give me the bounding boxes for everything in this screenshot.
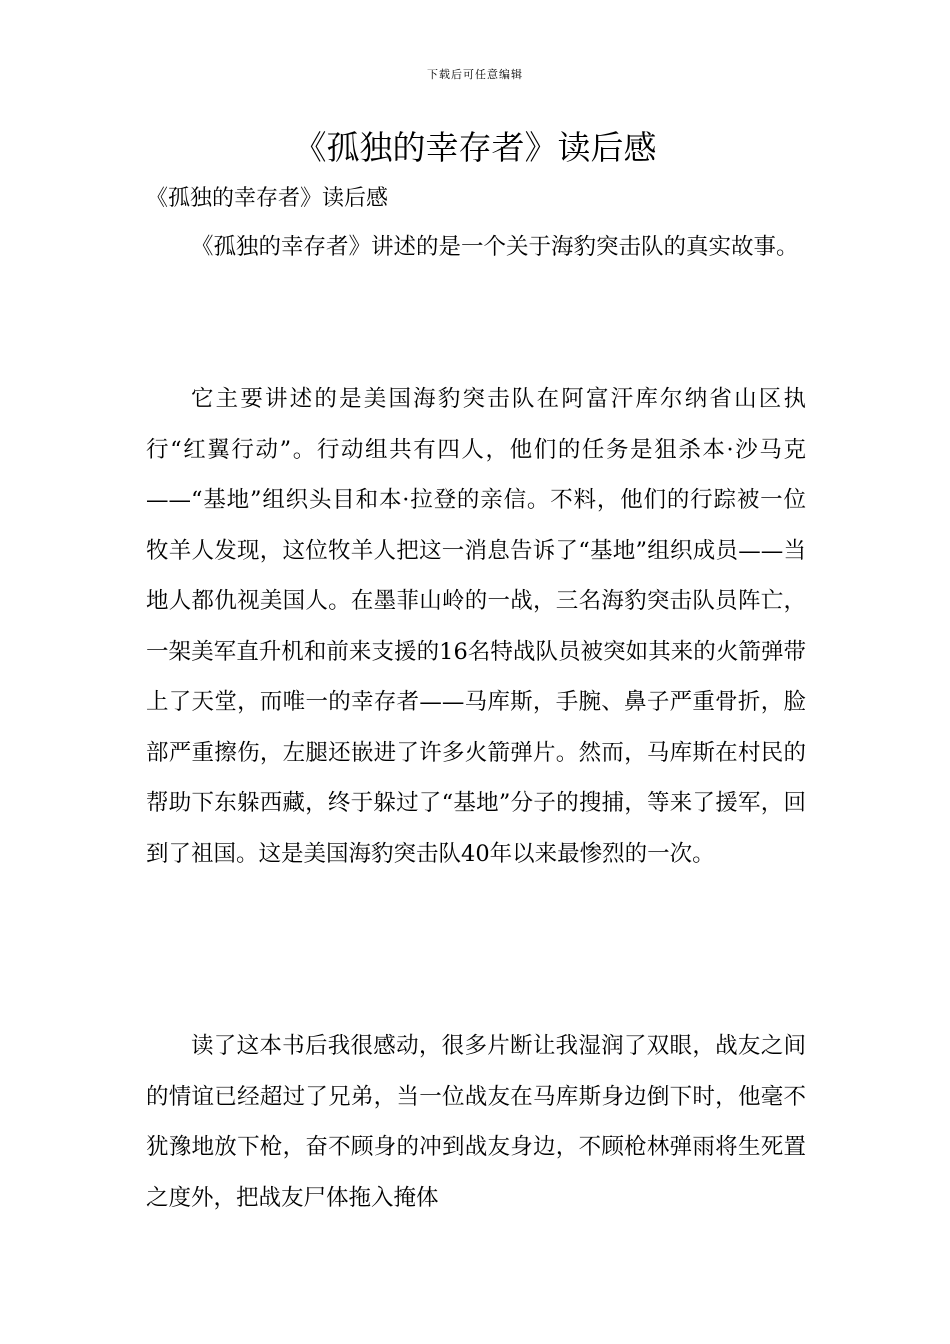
header-note: 下载后可任意编辑	[427, 68, 523, 81]
paragraph-intro: 《孤独的幸存者》讲述的是一个关于海豹突击队的真实故事。	[191, 234, 799, 260]
paragraph-reflection: 读了这本书后我很感动，很多片断让我湿润了双眼，战友之间的情谊已经超过了兄弟，当一位战友在马库斯身边倒下时，他毫不犹豫地放下枪，奋不顾身的冲到战友身边，不顾枪林弹雨将生死置之度外，把战友尸体拖入掩体	[146, 1033, 806, 1211]
document-subtitle: 《孤独的幸存者》读后感	[146, 186, 389, 211]
paragraph-summary: 它主要讲述的是美国海豹突击队在阿富汗库尔纳省山区执行“红翼行动”。行动组共有四人，他们的任务是狙杀本·沙马克——“基地”组织头目和本·拉登的亲信。不料，他们的行踪被一位牧羊人发现，这位牧羊人把这一消息告诉了“基地”组织成员——当地人都仇视美国人。在墨菲山岭的一战，三名海豹突击队员阵亡，一架美军直升机和前来支援的16名特战队员被突如其来的火箭弹带上了天堂，而唯一的幸存者——马库斯，手腕、鼻子严重骨折，脸部严重擦伤，左腿还嵌进了许多火箭弹片。然而，马库斯在村民的帮助下东躲西藏，终于躲过了“基地”分子的搜捕，等来了援军，回到了祖国。这是美国海豹突击队40年以来最惨烈的一次。	[146, 386, 806, 867]
document-title: 《孤独的幸存者》读后感	[293, 128, 657, 167]
